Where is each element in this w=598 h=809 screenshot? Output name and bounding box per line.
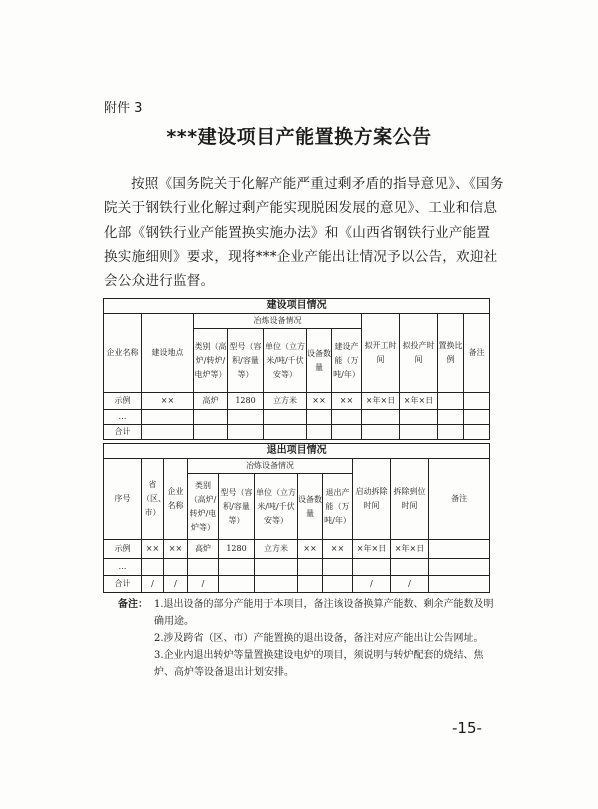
th-company: 企业名称 (104, 314, 142, 393)
cell: 示例 (104, 393, 142, 410)
cell: / (164, 576, 188, 593)
notes-label: 备注： (118, 599, 148, 610)
table-row (104, 576, 490, 593)
th-removed: 拆除到位时间 (391, 459, 429, 540)
cell: ×× (332, 393, 362, 410)
th-remark: 备注 (429, 459, 490, 540)
cell: 合计 (104, 576, 142, 593)
cell: ×年×日 (353, 540, 391, 559)
cell (438, 393, 464, 410)
document-title: ***建设项目产能置换方案公告 (166, 126, 432, 148)
cell: 高炉 (194, 393, 228, 410)
exit-project-table (103, 443, 490, 593)
note-item: 2.涉及跨省（区、市）产能置换的退出设备，备注对应产能出让公告网址。 (154, 633, 484, 644)
cell: … (104, 410, 142, 425)
th-location: 建设地点 (142, 314, 194, 393)
cell: ×年×日 (391, 540, 429, 559)
th-unit: 单位（立方米/吨/千伏安等） (255, 474, 298, 540)
cell: ×× (323, 540, 353, 559)
table-row (104, 410, 490, 425)
th-company: 企业名称 (164, 459, 188, 540)
cell: / (142, 576, 164, 593)
cell: 示例 (104, 540, 142, 559)
cell: 立方米 (255, 540, 298, 559)
build-section-title: 建设项目情况 (104, 299, 490, 314)
cell: 合计 (104, 425, 142, 440)
intro-paragraph: 按照《国务院关于化解产能严重过剩矛盾的指导意见》、《国务院关于钢铁行业化解过剩产能实现脱困发展的意见》、工业和信息化部《钢铁行业产能置换实施办法》和《山西省钢铁行业产能置换实施细则》要求，现将***企业产能出让情况予以公告，欢迎社会公众进行监督。 (104, 176, 504, 290)
th-qty: 设备数量 (307, 329, 332, 393)
cell (429, 540, 490, 559)
cell: ×× (307, 393, 332, 410)
cell: / (391, 576, 429, 593)
th-type: 类别（高炉/转炉/电炉等） (188, 474, 219, 540)
th-ratio: 置换比例 (438, 314, 464, 393)
cell: 立方米 (264, 393, 307, 410)
build-project-table (103, 298, 490, 440)
attachment-label: 附件 3 (104, 101, 143, 116)
cell: 1280 (228, 393, 264, 410)
cell: / (353, 576, 391, 593)
th-unit: 单位（立方米/吨/千伏安等） (264, 329, 307, 393)
th-capacity: 建设产能（万吨/年） (332, 329, 362, 393)
th-qty: 设备数量 (298, 474, 323, 540)
th-capacity: 退出产能（万吨/年） (323, 474, 353, 540)
cell: ×× (164, 540, 188, 559)
th-model: 型号（容积/容量等） (228, 329, 264, 393)
th-equip: 冶炼设备情况 (188, 459, 353, 474)
table-row (104, 559, 490, 576)
page-number: -15- (452, 719, 482, 737)
cell: ×年×日 (362, 393, 400, 410)
note-item: 3.企业内退出转炉等量置换建设电炉的项目，须说明与转炉配套的烧结、焦炉、高炉等设备退出计划安排。 (154, 650, 484, 678)
th-start: 拟开工时间 (362, 314, 400, 393)
table-row (104, 393, 490, 410)
cell: 1280 (219, 540, 255, 559)
th-province: 省（区、市） (142, 459, 164, 540)
th-produce: 拟投产时间 (400, 314, 438, 393)
cell: ×× (142, 393, 194, 410)
th-equip: 冶炼设备情况 (194, 314, 362, 329)
th-shutdown: 启动拆除时间 (353, 459, 391, 540)
cell: ×× (142, 540, 164, 559)
cell: 高炉 (188, 540, 219, 559)
table-row (104, 425, 490, 440)
th-seq: 序号 (104, 459, 142, 540)
notes-section (118, 596, 498, 681)
cell: ×年×日 (400, 393, 438, 410)
note-item: 1.退出设备的部分产能用于本项目，备注该设备换算产能数、剩余产能数及明确用途。 (154, 599, 494, 627)
cell: ×× (298, 540, 323, 559)
cell: / (188, 576, 219, 593)
th-type: 类别（高炉/转炉/电炉等） (194, 329, 228, 393)
th-model: 型号（容积/容量等） (219, 474, 255, 540)
exit-section-title: 退出项目情况 (104, 444, 490, 459)
cell: … (104, 559, 142, 576)
th-remark: 备注 (464, 314, 490, 393)
cell (464, 393, 490, 410)
table-row (104, 540, 490, 559)
